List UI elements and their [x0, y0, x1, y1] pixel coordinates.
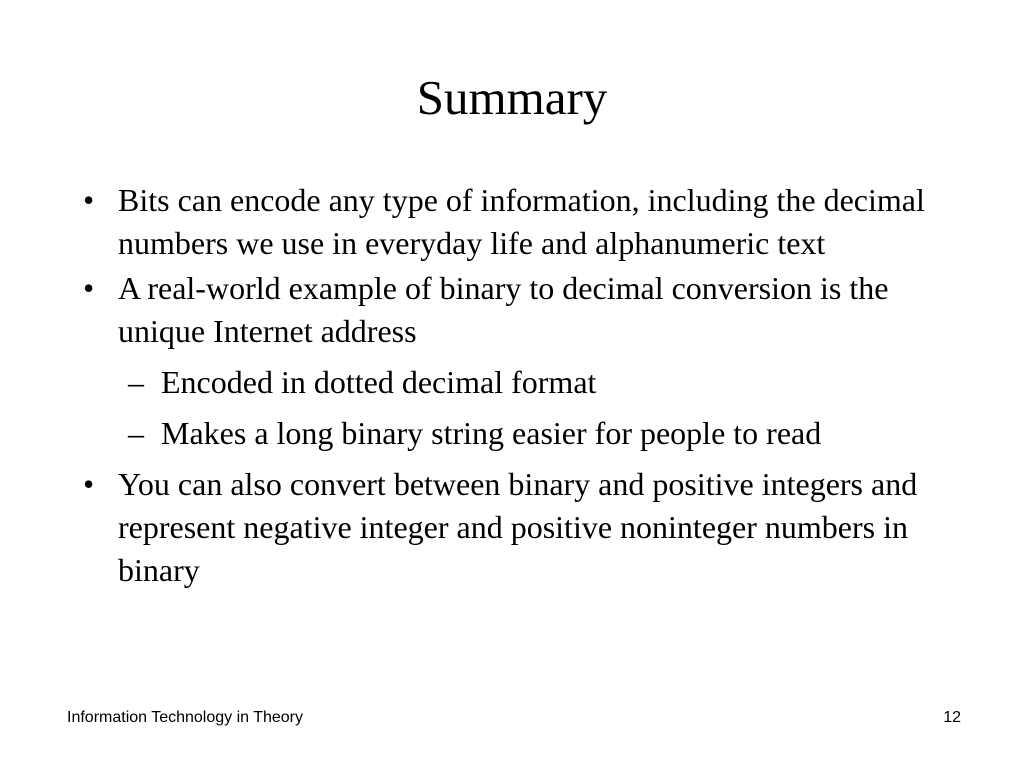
sub-bullet-marker: –: [128, 364, 144, 400]
slide-title: Summary: [416, 70, 608, 125]
sub-bullet-text: Encoded in dotted decimal format: [161, 364, 597, 400]
sub-bullet-text: Makes a long binary string easier for people to read: [161, 415, 822, 451]
bullet-text: Bits can encode any type of information, including the decimal numbers we use in everyday life and alphanumeric text: [118, 182, 925, 261]
sub-bullet-item: [118, 361, 958, 404]
bullet-text: You can also convert between binary and positive integers and represent negative integer and positive noninteger numbers in binary: [118, 466, 918, 588]
sub-bullet-item: [118, 412, 958, 455]
bullet-marker: •: [83, 466, 95, 502]
bullet-marker: •: [83, 270, 95, 306]
bullet-text: A real-world example of binary to decimal conversion is the unique Internet address: [118, 270, 889, 349]
bullet-marker: •: [83, 182, 95, 218]
bullet-item: [78, 179, 958, 265]
bullet-item: [78, 267, 958, 455]
bullet-item: [78, 463, 958, 592]
sub-bullet-list: [118, 361, 958, 455]
footer-course-name: Information Technology in Theory: [67, 709, 303, 726]
sub-bullet-marker: –: [128, 415, 144, 451]
footer-page-number: 12: [943, 709, 961, 726]
bullet-list: [78, 179, 958, 594]
